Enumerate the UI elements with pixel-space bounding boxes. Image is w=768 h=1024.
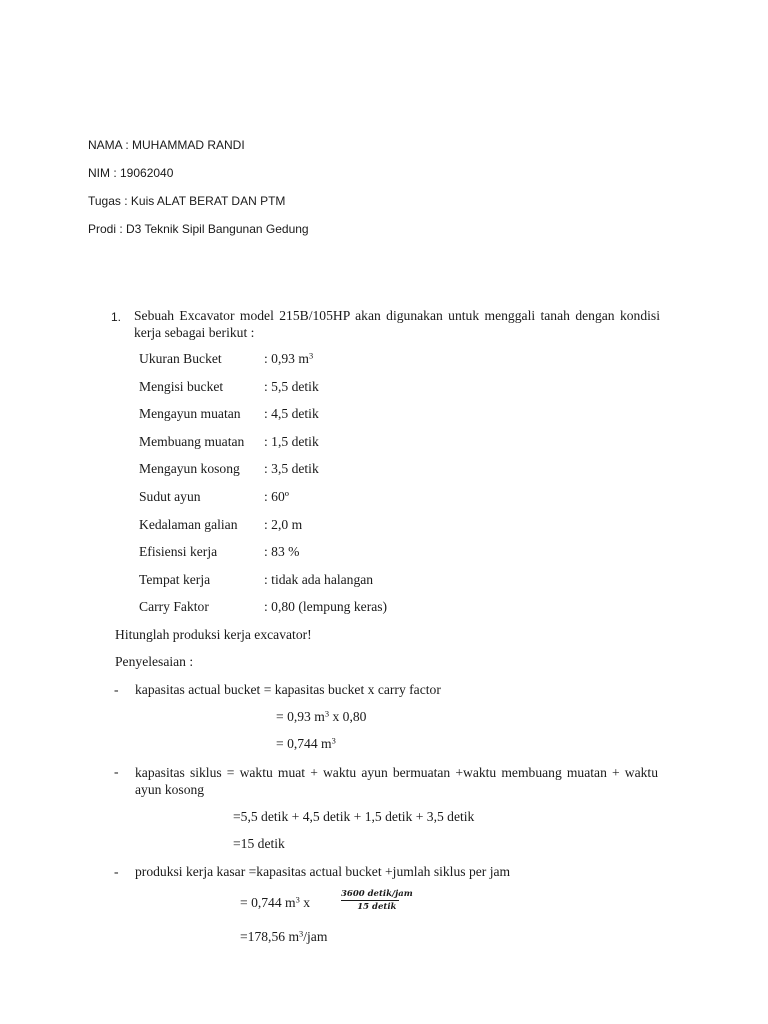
step2-eq1: =5,5 detik + 4,5 detik + 1,5 detik + 3,5 detik	[233, 809, 475, 824]
step2-line: kapasitas siklus = waktu muat + waktu ayun bermuatan +waktu membuang muatan + waktu ayun kosong	[135, 765, 658, 797]
condition-label: Mengayun muatan	[139, 406, 241, 421]
condition-label: Mengisi bucket	[139, 379, 224, 394]
fraction-bar	[341, 900, 399, 901]
condition-label: Ukuran Bucket	[139, 351, 222, 366]
student-name: NAMA : MUHAMMAD RANDI	[88, 138, 245, 152]
condition-value: : 1,5 detik	[264, 434, 319, 449]
step3-eq1: = 0,744 $m^3$ x	[240, 894, 311, 910]
condition-value: : 5,5 detik	[264, 379, 319, 394]
condition-value: : 4,5 detik	[264, 406, 319, 421]
condition-value: : 3,5 detik	[264, 461, 319, 476]
step3-line: produksi kerja kasar =kapasitas actual bucket +jumlah siklus per jam	[135, 864, 511, 879]
condition-value: : 83 %	[264, 544, 300, 559]
bullet-dash: -	[114, 682, 119, 697]
step2-eq2: =15 detik	[233, 836, 285, 851]
condition-label: Efisiensi kerja	[139, 544, 218, 559]
step1-eq1: = 0,93 $m^3$ x 0,80	[276, 708, 367, 724]
fraction-numerator: 3600 detik/jam	[341, 889, 413, 899]
condition-value: : tidak ada halangan	[264, 572, 374, 587]
student-nim: NIM : 19062040	[88, 166, 174, 180]
question-text: Sebuah Excavator model 215B/105HP akan digunakan untuk menggali tanah dengan kondisi kerja sebagai berikut :	[134, 308, 660, 340]
solution-title: Penyelesaian :	[115, 654, 194, 669]
condition-label: Tempat kerja	[139, 572, 211, 587]
step3-eq2: =178,56 $m^3$/jam	[240, 928, 328, 944]
question-prompt: Hitunglah produksi kerja excavator!	[115, 627, 312, 642]
bullet-dash: -	[114, 864, 119, 879]
condition-value: : 0,80 (lempung keras)	[264, 599, 388, 614]
fraction-denominator: 15 detik	[357, 902, 397, 912]
condition-value: : 2,0 m	[264, 517, 303, 532]
condition-label: Kedalaman galian	[139, 517, 238, 532]
condition-label: Carry Faktor	[139, 599, 209, 614]
step1-line: kapasitas actual bucket = kapasitas bucket x carry factor	[135, 682, 441, 697]
question-number: 1.	[111, 310, 122, 324]
condition-label: Membuang muatan	[139, 434, 245, 449]
bullet-dash: -	[114, 764, 119, 779]
step1-eq2: = 0,744 $m^3$	[276, 735, 336, 751]
condition-label: Sudut ayun	[139, 489, 201, 504]
study-program: Prodi : D3 Teknik Sipil Bangunan Gedung	[88, 222, 309, 236]
condition-value: : 0,93 $m^3$	[264, 350, 314, 366]
condition-value: : 60º	[264, 489, 289, 504]
assignment-title: Tugas : Kuis ALAT BERAT DAN PTM	[88, 194, 286, 208]
condition-label: Mengayun kosong	[139, 461, 240, 476]
